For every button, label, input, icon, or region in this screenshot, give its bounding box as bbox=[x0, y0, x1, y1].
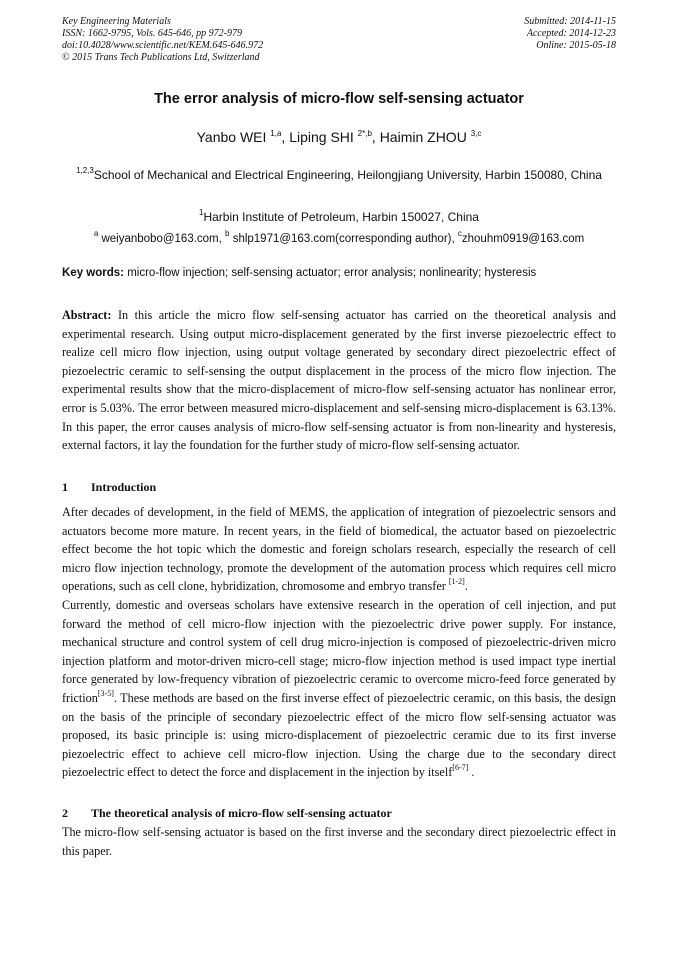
journal-header-right bbox=[524, 16, 616, 52]
paragraph-text: After decades of development, in the field of MEMS, the application of integration of piezoelectric sensors and actuators become more mature. In recent years, in the field of biomedical, the actuator based on piezoelectric effect become the hot topic which the domestic and foreign scholars research, especially the research of cell micro flow injection technology, promote the development of the automation process which requires cell micro operations, such as cell clone, hybridization, chromosome and embryo transfer bbox=[62, 505, 616, 594]
author-separator: , bbox=[281, 129, 290, 145]
section-2-body bbox=[62, 823, 616, 860]
keywords-label: Key words: bbox=[62, 267, 124, 279]
author-separator: , bbox=[371, 129, 380, 145]
abstract-label: Abstract: bbox=[62, 308, 112, 322]
doi-line: doi:10.4028/www.scientific.net/KEM.645-646.972 bbox=[62, 40, 264, 51]
email-sup: b bbox=[225, 229, 230, 238]
copyright-line: © 2015 Trans Tech Publications Ltd, Switzerland bbox=[62, 52, 260, 63]
section-number: 2 bbox=[62, 806, 68, 820]
affiliation-sup: 1,2,3 bbox=[76, 166, 94, 175]
author-name: Liping SHI bbox=[289, 129, 354, 145]
affiliation bbox=[62, 208, 616, 226]
issn-line: ISSN: 1662-9795, Vols. 645-646, pp 972-979 bbox=[62, 28, 242, 39]
citation: [3-5] bbox=[97, 688, 114, 698]
online-date: Online: 2015-05-18 bbox=[536, 40, 616, 51]
author-affiliation-sup: 1,a bbox=[270, 129, 282, 138]
author-list bbox=[0, 129, 678, 145]
author-affiliation-sup: 3,c bbox=[470, 129, 482, 138]
section-number: 1 bbox=[62, 480, 68, 494]
submitted-date: Submitted: 2014-11-15 bbox=[524, 16, 616, 27]
paragraph bbox=[62, 596, 616, 782]
paragraph-text: . bbox=[464, 579, 468, 594]
introduction-body bbox=[62, 503, 616, 782]
journal-header-left bbox=[62, 16, 263, 64]
author-name: Yanbo WEI bbox=[196, 129, 267, 145]
keywords bbox=[62, 267, 616, 279]
author-name: Haimin ZHOU bbox=[379, 129, 467, 145]
email-address: zhouhm0919@163.com bbox=[461, 233, 585, 245]
email-address: weiyanbobo@163.com, bbox=[101, 233, 226, 245]
accepted-date: Accepted: 2014-12-23 bbox=[526, 28, 616, 39]
paragraph-text: Currently, domestic and overseas scholars have extensive research in the operation of cell injection, and put forward the method of cell micro-flow injection with the piezoelectric drive power supply. For instance, mechanical structure and control system of cell drug micro-injection is composed of piezoelectric-driven micro injection platform and motor-driven micro-cell stage; micro-flow injection method is used impact type inertial force generated by low-frequency vibration of piezoelectric ceramic to overcome micro-feed force generated by friction bbox=[62, 597, 616, 705]
affiliation-sup: 1 bbox=[199, 208, 204, 217]
affiliation-text: School of Mechanical and Electrical Engineering, Heilongjiang University, Harbin 150080, China bbox=[93, 168, 602, 182]
section-title: The theoretical analysis of micro-flow self-sensing actuator bbox=[91, 806, 392, 820]
keywords-text: micro-flow injection; self-sensing actuator; error analysis; nonlinearity; hysteresis bbox=[127, 267, 537, 279]
citation: [1-2] bbox=[448, 577, 465, 587]
paragraph: The micro-flow self-sensing actuator is based on the first inverse and the secondary direct piezoelectric effect in this paper. bbox=[62, 825, 616, 858]
section-heading bbox=[62, 480, 156, 495]
paragraph-text: . bbox=[468, 765, 475, 780]
citation: [6-7] bbox=[452, 763, 469, 773]
email-sup: c bbox=[457, 229, 462, 238]
paper-title: The error analysis of micro-flow self-sensing actuator bbox=[154, 91, 524, 107]
abstract bbox=[62, 306, 616, 455]
email-address: shlp1971@163.com(corresponding author), bbox=[232, 233, 458, 245]
affiliation-text: Harbin Institute of Petroleum, Harbin 150027, China bbox=[203, 210, 479, 224]
journal-name: Key Engineering Materials bbox=[62, 16, 171, 27]
affiliation bbox=[62, 166, 616, 184]
author-emails bbox=[0, 229, 678, 245]
email-sup: a bbox=[93, 229, 99, 238]
section-title: Introduction bbox=[91, 480, 157, 494]
section-heading bbox=[62, 806, 392, 821]
abstract-text: In this article the micro flow self-sensing actuator has carried on the theoretical analysis and experimental research. Using output micro-displacement generated by the first inverse piezoelectric effect to realize cell micro flow injection, using output voltage generated by secondary direct piezoelectric effect of piezoelectric ceramic to self-sensing the output displacement in the process of the micro flow injection. The experimental results show that the micro-displacement of micro-flow self-sensing actuator has nonlinear error, error is 5.03%. The error between measured micro-displacement and self-sensing micro-displacement is 63.13%. In this paper, the error causes analysis of micro-flow self-sensing actuator is from non-linearity and hysteresis, external factors, it lay the foundation for the further study of micro-flow self-sensing actuator. bbox=[62, 308, 617, 453]
author-affiliation-sup: 2*,b bbox=[357, 129, 372, 138]
paragraph bbox=[62, 503, 616, 596]
paragraph-text: . These methods are based on the first inverse effect of piezoelectric ceramic, on this basis, the design on the basis of the principle of secondary piezoelectric effect of the micro flow self-sensing actuator was proposed, its basic principle is: using micro-displacement of piezoelectric ceramic due to its first inverse piezoelectric effect to achieve cell micro-flow injection. Using the charge due to the secondary direct piezoelectric effect to detect the force and displacement in the injection by itself bbox=[62, 690, 616, 780]
